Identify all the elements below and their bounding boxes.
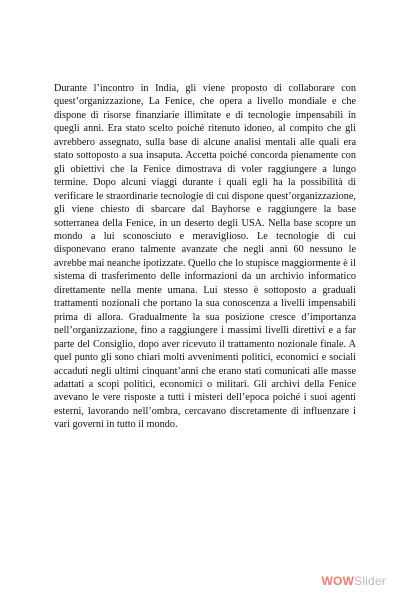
watermark-slider-text: Slider — [354, 574, 386, 588]
watermark-wow-text: WOW — [321, 574, 355, 588]
wowslider-watermark — [322, 574, 386, 588]
body-paragraph: Durante l’incontro in India, gli viene proposto di collaborare con quest’organizzazione, La Fenice, che opera a livello mondiale e che dispone di risorse finanziarie illimitate e di tecnologie impensabili in quegli anni. Era stato scelto poiché ritenuto idoneo, al compito che gli avrebbero assegnato, sulla base di alcune analisi mentali alle quali era stato sottoposto a sua insaputa. Accetta poiché concorda pienamente con gli obiettivi che la Fenice dimostrava di voler raggiungere a lungo termine. Dopo alcuni viaggi durante i quali egli ha la possibilità di verificare le straordinarie tecnologie di cui dispone quest’organizzazione, gli viene chiesto di sbarcare dal Bayhorse e raggiungere la base sotterranea della Fenice, in un deserto degli USA. Nella base scopre un mondo a lui sconosciuto e meraviglioso. Le tecnologie di cui disponevano erano talmente avanzate che negli anni 60 nessuno le avrebbe mai neanche ipotizzate. Quello che lo stupisce maggiormente è il sistema di trasferimento delle informazioni da un archivio informatico direttamente nella mente umana. Lui stesso è sottoposto a graduali trattamenti nozionali che portano la sua conoscenza a livelli impensabili prima di allora. Gradualmente la sua posizione cresce d’importanza nell’organizzazione, fino a raggiungere i massimi livelli direttivi e a far parte del Consiglio, dopo aver ricevuto il trattamento nozionale finale. A quel punto gli sono chiari molti avvenimenti politici, economici e sociali accaduti negli ultimi cinquant’anni che erano stati comunicati alle masse adattati a scopi politici, economici o militari. Gli archivi della Fenice avevano le vere risposte a tutti i misteri dell’epoca poiché i suoi agenti esterni, lavorando nell’ombra, cercavano discretamente di influenzare i vari governi in tutto il mondo. — [54, 83, 356, 431]
